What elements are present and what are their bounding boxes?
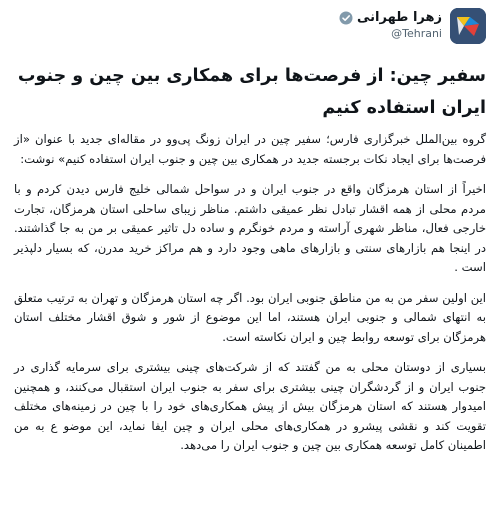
author-info	[339, 8, 442, 40]
paragraph-intro: گروه بین‌الملل خبرگزاری فارس؛ سفیر چین در ایران زونگ پی‌وو در مقاله‌ای جدید با عنوان «از فرصت‌ها برای ایجاد نکات برجسته جدید در همکاری بین چین و جنوب ایران استفاده کنیم» نوشت:	[14, 132, 486, 166]
author-name-row[interactable]	[339, 10, 442, 25]
logo-avatar-icon[interactable]	[450, 8, 486, 44]
post-title: سفیر چین: از فرصت‌ها برای همکاری بین چین و جنوب ایران استفاده کنیم	[17, 66, 486, 118]
verified-badge-icon	[339, 11, 353, 25]
author-handle[interactable]: @Tehrani	[391, 27, 442, 40]
author-name[interactable]: زهرا طهرانی	[357, 10, 442, 25]
post-header	[14, 8, 486, 60]
paragraph-hormozgan-visit: اخیراً از استان هرمزگان واقع در جنوب ایران و در سواحل شمالی خلیج فارس دیدن کردم و با مردم محلی از همه اقشار تبادل نظر عمیقی داشتم. مناظر زیبای ساحلی استان هرمزگان، تجارت خارجی فعال، مناظر شهری آراسته و مردم خونگرم و ساده دل تاثیر عمیقی بر من به جا گذاشتند. در اینجا هم بازارهای سنتی و بازارهای ماهی وجود دارد و هم مراکز خرید مدرن، که بسیار دلپذیر است .	[14, 182, 486, 274]
paragraph-first-trip: این اولین سفر من به من مناطق جنوبی ایران بود. اگر چه استان هرمزگان و تهران به ترتیب متعلق به انتهای شمالی و جنوبی ایران هستند، اما این موضوع از شور و شوق اقشار مختلف استان هرمزگان برای توسعه روابط چین و ایران نکاسته است.	[14, 290, 486, 344]
paragraph-cooperation: بسیاری از دوستان محلی به من گفتند که از شرکت‌های چینی بیشتری برای سرمایه گذاری در جنوب ایران و از گردشگران چینی بیشتری برای سفر به جنوب ایران استقبال می‌کنند، و همچنین امیدوار هستند که استان هرمزگان بیش از پیش همکاری‌های خود را با چین در زمینه‌های مختلف تقویت کند و نقشی پیشرو در همکاری‌های محلی ایران و چین ایفا نماید، این موضو ع به من اطمینان کامل توسعه همکاری بین چین و جنوب ایران را می‌دهد.	[14, 360, 486, 452]
